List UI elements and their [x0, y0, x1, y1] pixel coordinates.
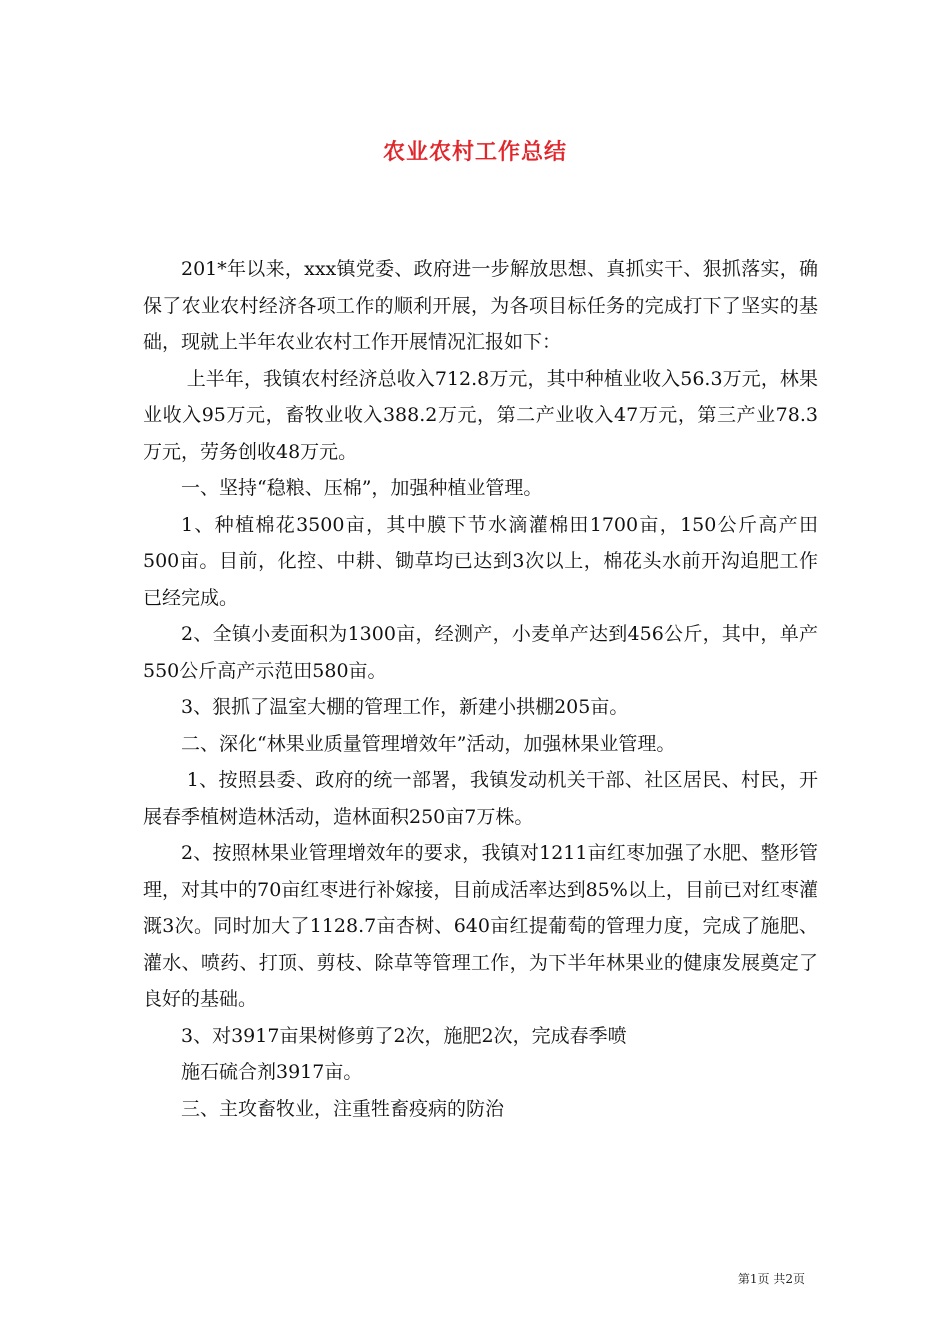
document-title: 农业农村工作总结 [382, 139, 567, 165]
section-heading-1: 一、坚持“稳粮、压棉”，加强种植业管理。 [181, 477, 543, 499]
paragraph-greenhouse: 3、狠抓了温室大棚的管理工作，新建小拱棚205亩。 [181, 696, 629, 718]
document-body [143, 251, 818, 1127]
paragraph-intro: 201*年以来，xxx镇党委、政府进一步解放思想、真抓实干、狠抓落实，确保了农业农村经济各项工作的顺利开展，为各项目标任务的完成打下了坚实的基础，现就上半年农业农村工作开展情况汇报如下： [143, 258, 818, 353]
section-heading-2: 二、深化“林果业质量管理增效年”活动，加强林果业管理。 [181, 732, 676, 755]
paragraph-jujube: 2、按照林果业管理增效年的要求，我镇对1211亩红枣加强了水肥、整形管理，对其中的70亩红枣进行补嫁接，目前成活率达到85%以上，目前已对红枣灌溉3次。同时加大了1128.7亩杏树、640亩红提葡萄的管理力度，完成了施肥、灌水、喷药、打顶、剪枝、除草等管理工作，为下半年林果业的健康发展奠定了良好的基础。 [143, 842, 818, 1010]
page-number: 第1页 共2页 [737, 1272, 805, 1286]
paragraph-income: 上半年，我镇农村经济总收入712.8万元，其中种植业收入56.3万元，林果业收入95万元，畜牧业收入388.2万元，第二产业收入47万元，第三产业78.3万元，劳务创收48万元。 [143, 367, 818, 463]
paragraph-wheat: 2、全镇小麦面积为1300亩，经测产，小麦单产达到456公斤，其中，单产550公斤高产示范田580亩。 [143, 623, 818, 682]
paragraph-cotton: 1、种植棉花3500亩，其中膜下节水滴灌棉田1700亩，150公斤高产田500亩。目前，化控、中耕、锄草均已达到3次以上，棉花头水前开沟追肥工作已经完成。 [143, 513, 818, 609]
section-heading-3: 三、主攻畜牧业，注重牲畜疫病的防治 [181, 1097, 505, 1120]
paragraph-pruning-continued: 施石硫合剂3917亩。 [181, 1061, 363, 1083]
paragraph-pruning: 3、对3917亩果树修剪了2次，施肥2次，完成春季喷 [181, 1024, 627, 1047]
paragraph-afforestation: 1、按照县委、政府的统一部署，我镇发动机关干部、社区居民、村民，开展春季植树造林活动，造林面积250亩7万株。 [143, 769, 818, 828]
